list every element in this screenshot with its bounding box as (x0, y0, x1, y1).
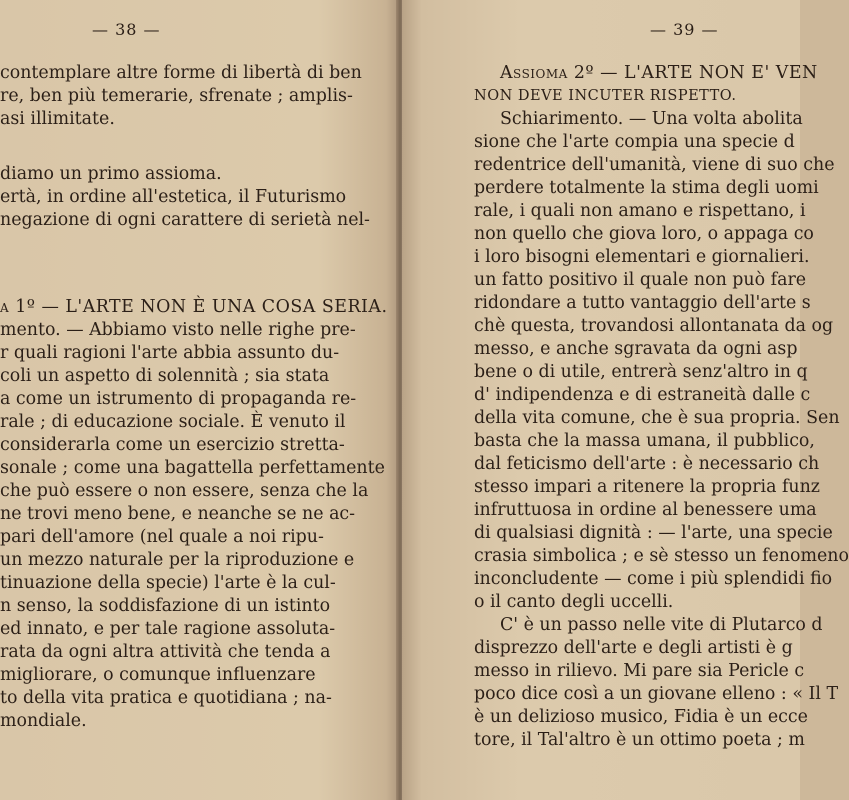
text-line: o il canto degli uccelli. (474, 592, 674, 612)
text-line: to della vita pratica e quotidiana ; na- (0, 688, 332, 708)
text-line: un fatto positivo il quale non può fare (474, 270, 807, 290)
text-line: bene o di utile, entrerà senz'altro in q (474, 362, 808, 382)
text-line: non quello che giova loro, o appaga co (474, 224, 814, 244)
text-line: ed innato, e per tale ragione assoluta- (0, 619, 336, 639)
text-line: rale ; di educazione sociale. È venuto il (0, 412, 346, 432)
text-line: contemplare altre forme di libertà di ben (0, 63, 362, 83)
text-line: r quali ragioni l'arte abbia assunto du- (0, 343, 340, 363)
text-line: basta che la massa umana, il pubblico, (474, 431, 815, 451)
text-line: d' indipendenza e di estraneità dalle c (474, 385, 811, 405)
text-line: è un delizioso musico, Fidia è un ecce (474, 707, 808, 727)
text-line: negazione di ogni carattere di serietà nel- (0, 210, 370, 230)
text-line: re, ben più temerarie, sfrenate ; amplis- (0, 86, 353, 106)
text-line: Schiarimento. — Una volta abolita (500, 109, 803, 129)
text-line: ne trovi meno bene, e neanche se ne ac- (0, 504, 356, 524)
text-line: inconcludente — come i più splendidi fio (474, 569, 833, 589)
text-line: che può essere o non essere, senza che la (0, 481, 369, 501)
text-line: infruttuosa in ordine al benessere uma (474, 500, 817, 520)
text-line: i loro bisogni elementari e giornalieri. (474, 247, 810, 267)
axiom-heading: Assioma 2º — L'ARTE NON E' VEN (500, 63, 818, 83)
text-line: sonale ; come una bagattella perfettamente (0, 458, 385, 478)
text-line: della vita comune, che è sua propria. Sen (474, 408, 840, 428)
text-line: messo in rilievo. Mi pare sia Pericle c (474, 661, 805, 681)
text-line: asi illimitate. (0, 109, 115, 129)
text-line: ertà, in ordine all'estetica, il Futurismo (0, 187, 347, 207)
text-line: diamo un primo assioma. (0, 164, 222, 184)
text-line: coli un aspetto di solennità ; sia stata (0, 366, 330, 386)
text-line: chè questa, trovandosi allontanata da og (474, 316, 834, 336)
text-line: mento. — Abbiamo visto nelle righe pre- (0, 320, 356, 340)
page-number-left: — 38 — (92, 20, 161, 39)
right-page (402, 0, 849, 800)
text-line: rale, i quali non amano e rispettano, i (474, 201, 806, 221)
text-line: stesso impari a ritenere la propria funz (474, 477, 820, 497)
text-line: dal feticismo dell'arte : è necessario ch (474, 454, 820, 474)
text-line: pari dell'amore (nel quale a noi ripu- (0, 527, 324, 547)
axiom-heading: a 1º — L'ARTE NON È UNA COSA SERIA. (0, 297, 388, 317)
page-number-right: — 39 — (650, 20, 719, 39)
text-line: crasia simbolica ; e sè stesso un fenomeno (474, 546, 849, 566)
text-line: a come un istrumento di propaganda re- (0, 389, 357, 409)
text-line: considerarla come un esercizio stretta- (0, 435, 345, 455)
left-page (0, 0, 398, 800)
text-line: mondiale. (0, 711, 87, 731)
text-line: poco dice così a un giovane elleno : « Il T (474, 684, 839, 704)
text-line: perdere totalmente la stima degli uomi (474, 178, 819, 198)
text-line: disprezzo dell'arte e degli artisti è g (474, 638, 793, 658)
axiom-heading-continued: NON DEVE INCUTER RISPETTO. (474, 88, 737, 104)
text-line: tinuazione della specie) l'arte è la cul- (0, 573, 336, 593)
text-line: messo, e anche sgravata da ogni asp (474, 339, 798, 359)
text-line: di qualsiasi dignità : — l'arte, una specie (474, 523, 833, 543)
text-line: migliorare, o comunque influenzare (0, 665, 316, 685)
text-line: ridondare a tutto vantaggio dell'arte s (474, 293, 811, 313)
text-line: un mezzo naturale per la riproduzione e (0, 550, 355, 570)
text-line: n senso, la soddisfazione di un istinto (0, 596, 331, 616)
text-line: sione che l'arte compia una specie d (474, 132, 795, 152)
text-line: tore, il Tal'altro è un ottimo poeta ; m (474, 730, 805, 750)
text-line: C' è un passo nelle vite di Plutarco d (500, 615, 823, 635)
text-line: rata da ogni altra attività che tenda a (0, 642, 331, 662)
text-line: redentrice dell'umanità, viene di suo che (474, 155, 835, 175)
